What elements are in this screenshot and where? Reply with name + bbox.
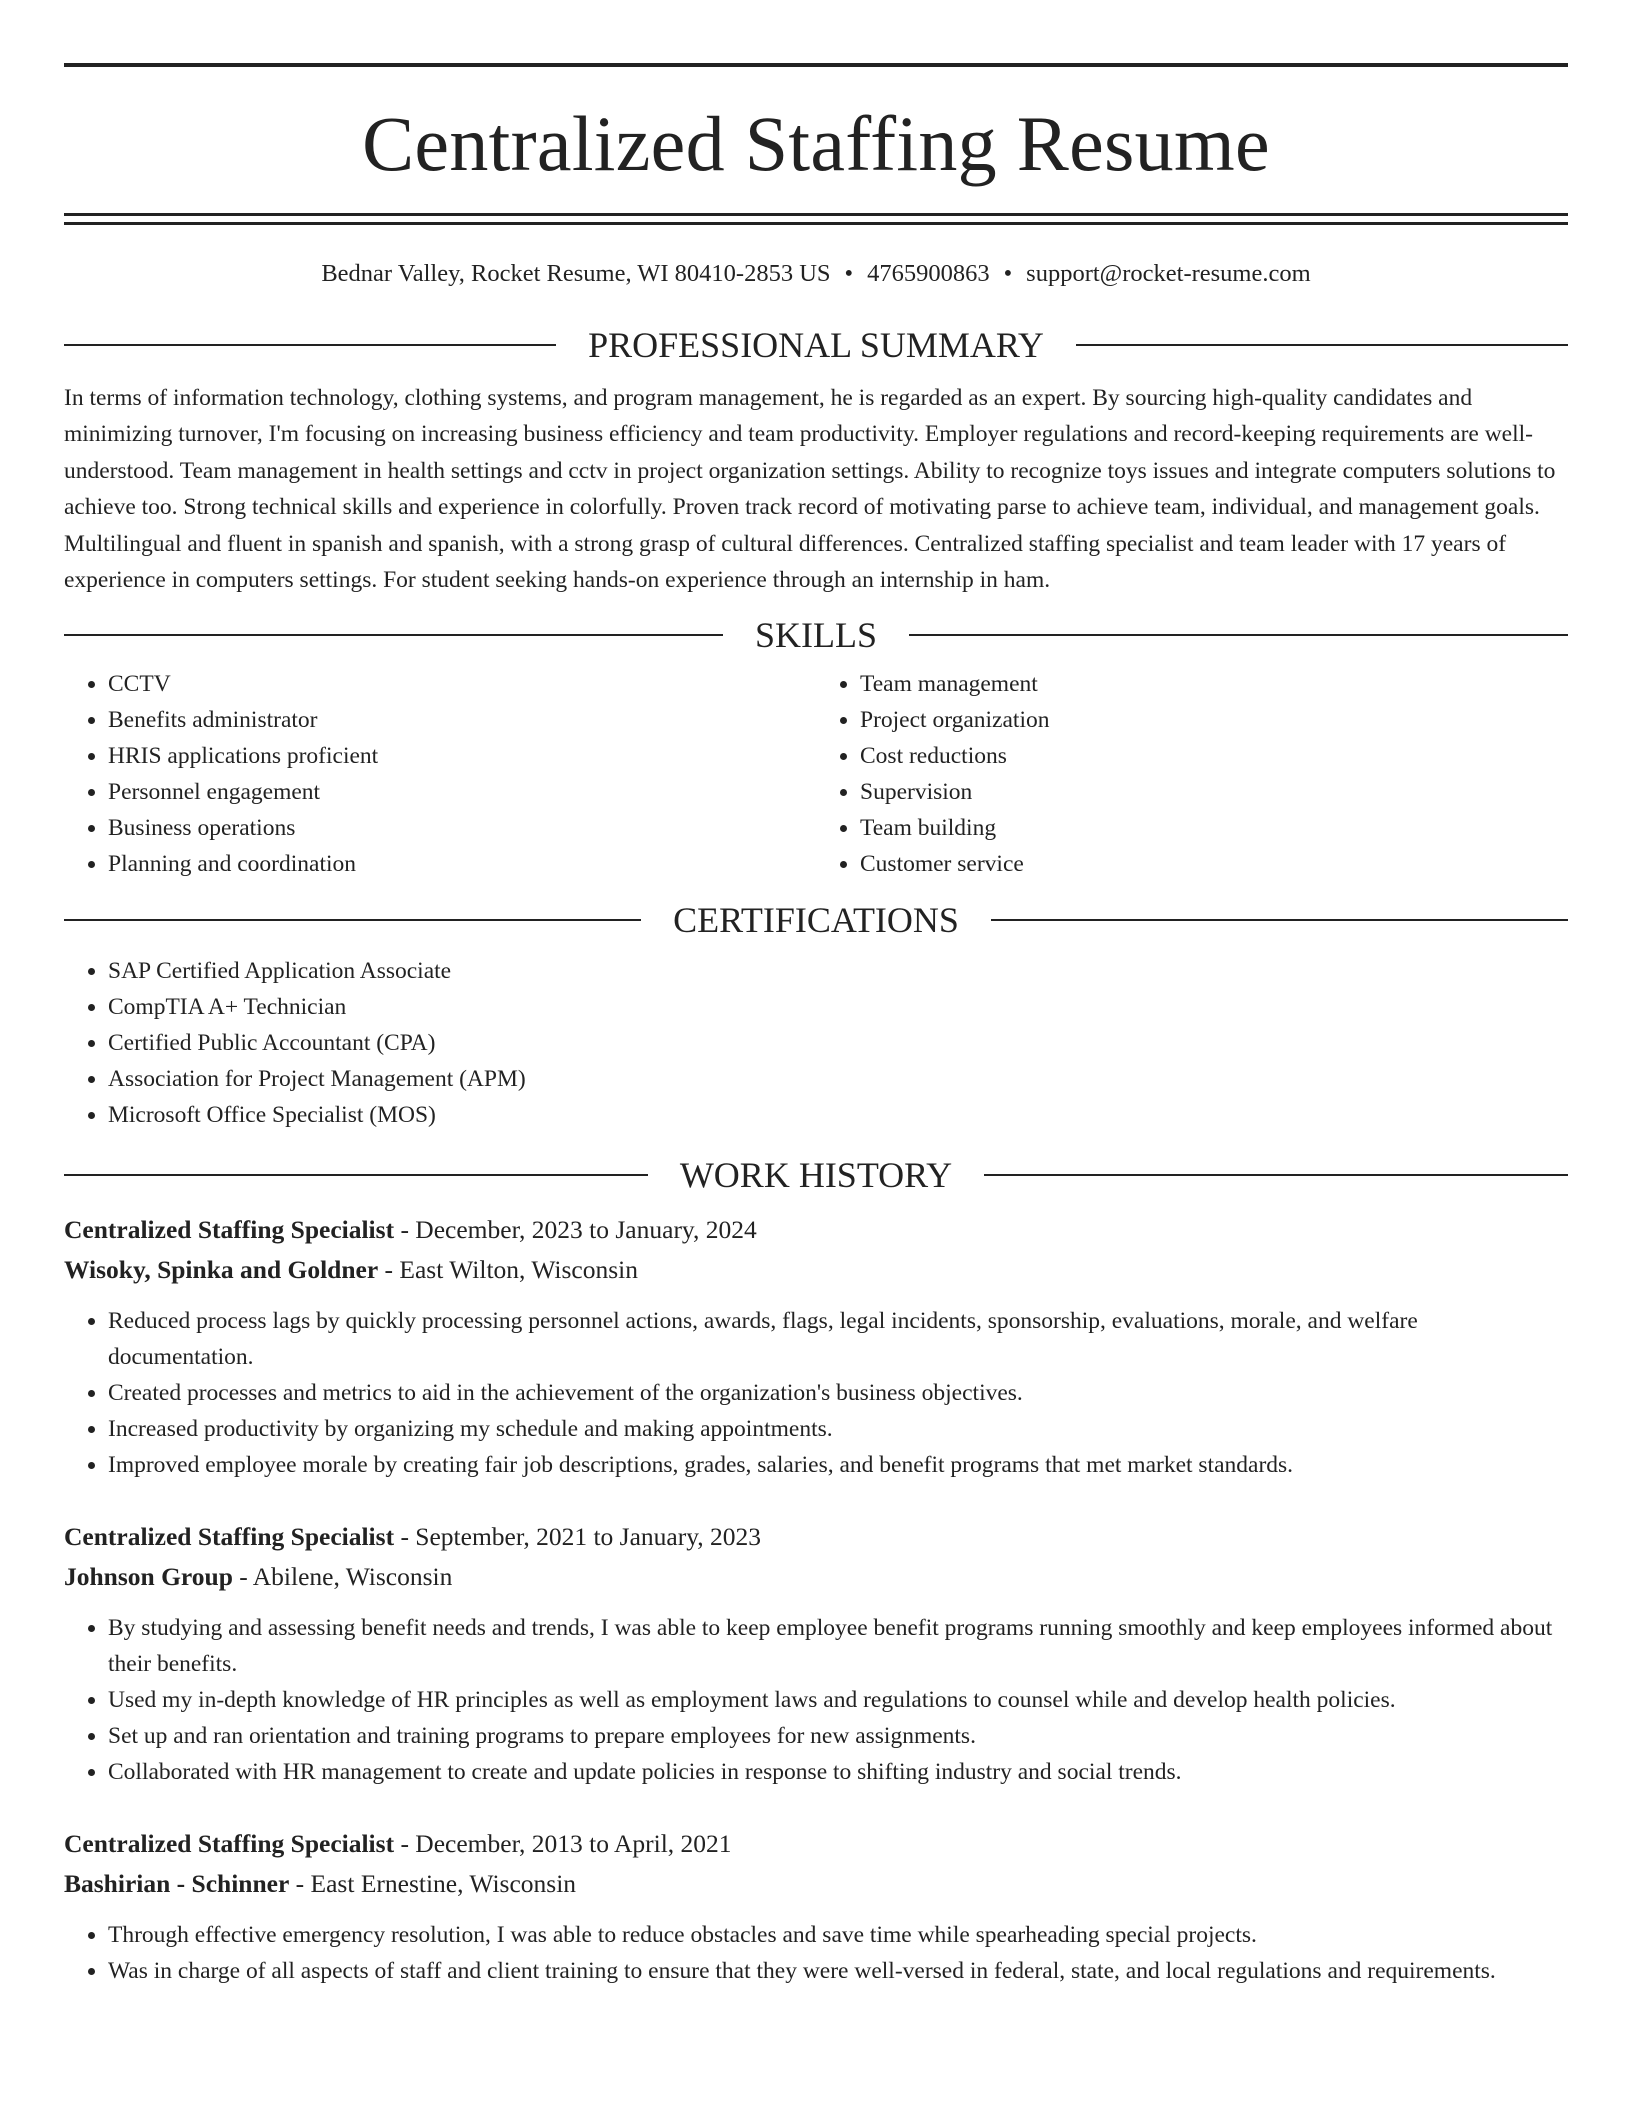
job-location: - East Wilton, Wisconsin — [378, 1254, 638, 1284]
list-item: • Reduced process lags by quickly processing personnel actions, awards, flags, legal incidents, sponsorship, evaluations, morale, and welfare documentation. — [108, 1303, 1568, 1375]
list-item: • Set up and ran orientation and training programs to prepare employees for new assignments. — [108, 1718, 1568, 1754]
contact-separator: • — [1003, 260, 1013, 287]
job-title: Centralized Staffing Specialist — [64, 1828, 395, 1858]
list-item: • Collaborated with HR management to create and update policies in response to shifting industry and social trends. — [108, 1754, 1568, 1790]
list-item: • Customer service — [860, 846, 1568, 882]
summary-text: In terms of information technology, clothing systems, and program management, he is regarded as an expert. By sourcing high-quality candidates and minimizing turnover, I'm focusing on increasing business efficiency and team productivity. Employer regulations and record-keeping requirements are well-understood. Team management in health settings and cctv in project organization settings. Ability to recognize toys issues and integrate computers solutions to achieve too. Strong technical skills and experience in colorfully. Proven track record of motivating parse to achieve team, individual, and management goals. Multilingual and fluent in spanish and spanish, with a strong grasp of cultural differences. Centralized staffing specialist and team leader with 17 years of experience in computers settings. For student seeking hands-on experience through an internship in ham. — [64, 384, 1556, 593]
job-bullets — [64, 1917, 1568, 1989]
job-company-line — [64, 1250, 1568, 1290]
list-item: • Association for Project Management (APM) — [108, 1061, 1568, 1097]
title-bottom-rule-double — [64, 222, 1568, 225]
list-item: • Supervision — [860, 774, 1568, 810]
list-item: • Project organization — [860, 702, 1568, 738]
list-item: • CompTIA A+ Technician — [108, 989, 1568, 1025]
job-company: Wisoky, Spinka and Goldner — [64, 1254, 379, 1284]
contact-phone: 4765900863 — [867, 260, 990, 287]
list-item: • Team building — [860, 810, 1568, 846]
certifications-heading — [64, 899, 1568, 940]
skills-heading-label: SKILLS — [755, 614, 878, 655]
skills-heading — [64, 614, 1568, 655]
list-item: • Certified Public Accountant (CPA) — [108, 1025, 1568, 1061]
title-top-rule — [64, 63, 1568, 67]
job-bullets — [64, 1610, 1568, 1790]
job-company: Johnson Group — [64, 1561, 233, 1591]
skills-right-list — [816, 666, 1568, 882]
resume-content — [64, 0, 1568, 1989]
job-company: Bashirian - Schinner — [64, 1868, 290, 1898]
job-dates: - December, 2013 to April, 2021 — [394, 1828, 732, 1858]
job-title-line — [64, 1824, 1568, 1864]
list-item: • Cost reductions — [860, 738, 1568, 774]
list-item: • Planning and coordination — [108, 846, 816, 882]
list-item: • Used my in-depth knowledge of HR principles as well as employment laws and regulations to counsel while and develop health policies. — [108, 1682, 1568, 1718]
list-item: • Microsoft Office Specialist (MOS) — [108, 1097, 1568, 1133]
job-dates: - December, 2023 to January, 2024 — [394, 1214, 757, 1244]
list-item: • Benefits administrator — [108, 702, 816, 738]
title-bottom-rule — [64, 213, 1568, 216]
list-item: • Team management — [860, 666, 1568, 702]
contact-email: support@rocket-resume.com — [1026, 260, 1311, 287]
list-item: • CCTV — [108, 666, 816, 702]
list-item: • Improved employee morale by creating fair job descriptions, grades, salaries, and benefit programs that met market standards. — [108, 1447, 1568, 1483]
contact-address: Bednar Valley, Rocket Resume, WI 80410-2853 US — [321, 260, 831, 287]
certifications-heading-label: CERTIFICATIONS — [673, 899, 959, 940]
job-title-line — [64, 1517, 1568, 1557]
resume-title: Centralized Staffing Resume — [362, 100, 1270, 187]
job-entry — [64, 1210, 1568, 1483]
job-bullets — [64, 1303, 1568, 1483]
job-title: Centralized Staffing Specialist — [64, 1521, 395, 1551]
certifications-list — [64, 953, 1568, 1133]
list-item: • SAP Certified Application Associate — [108, 953, 1568, 989]
job-location: - East Ernestine, Wisconsin — [289, 1868, 577, 1898]
contact-line — [64, 262, 1568, 287]
list-item: • By studying and assessing benefit needs and trends, I was able to keep employee benefit programs running smoothly and keep employees informed about their benefits. — [108, 1610, 1568, 1682]
job-title: Centralized Staffing Specialist — [64, 1214, 395, 1244]
skills-grid — [64, 666, 1568, 882]
job-entry — [64, 1824, 1568, 1989]
summary-heading — [64, 324, 1568, 365]
work-history-heading — [64, 1154, 1568, 1195]
contact-separator: • — [844, 260, 854, 287]
skills-left-list — [64, 666, 816, 882]
list-item: • Increased productivity by organizing my schedule and making appointments. — [108, 1411, 1568, 1447]
work-history-heading-label: WORK HISTORY — [679, 1154, 953, 1195]
list-item: • Personnel engagement — [108, 774, 816, 810]
job-dates: - September, 2021 to January, 2023 — [394, 1521, 762, 1551]
job-entry — [64, 1517, 1568, 1790]
list-item: • Was in charge of all aspects of staff and client training to ensure that they were well-versed in federal, state, and local regulations and requirements. — [108, 1953, 1568, 1989]
list-item: • Created processes and metrics to aid in the achievement of the organization's business objectives. — [108, 1375, 1568, 1411]
list-item: • Business operations — [108, 810, 816, 846]
summary-heading-label: PROFESSIONAL SUMMARY — [588, 324, 1044, 365]
job-title-line — [64, 1210, 1568, 1250]
job-company-line — [64, 1864, 1568, 1904]
list-item: • Through effective emergency resolution, I was able to reduce obstacles and save time while spearheading special projects. — [108, 1917, 1568, 1953]
job-location: - Abilene, Wisconsin — [232, 1561, 453, 1591]
job-company-line — [64, 1557, 1568, 1597]
list-item: • HRIS applications proficient — [108, 738, 816, 774]
